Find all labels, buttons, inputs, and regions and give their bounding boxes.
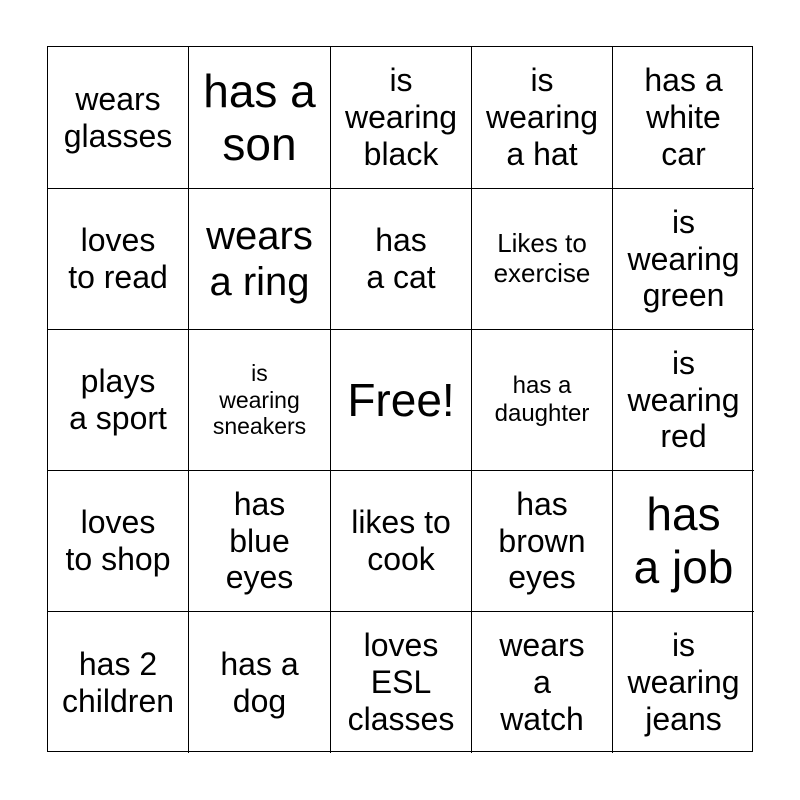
cell-text: Likes to exercise (493, 228, 591, 288)
bingo-board (47, 46, 753, 752)
bingo-cell[interactable] (613, 612, 754, 753)
bingo-cell[interactable] (613, 189, 754, 330)
bingo-cell[interactable] (613, 47, 754, 189)
cell-text: wears glasses (63, 80, 173, 154)
bingo-cell[interactable] (48, 47, 189, 189)
bingo-cell[interactable] (189, 612, 331, 753)
cell-text: has a dog (220, 645, 299, 719)
bingo-cell[interactable] (331, 471, 472, 612)
cell-text: is wearing sneakers (212, 360, 307, 440)
bingo-cell[interactable] (48, 471, 189, 612)
cell-text: Free! (347, 373, 455, 426)
bingo-cell[interactable] (189, 330, 331, 471)
bingo-cell[interactable] (613, 471, 754, 612)
bingo-cell[interactable] (331, 47, 472, 189)
bingo-cell[interactable] (472, 612, 613, 753)
bingo-cell[interactable] (472, 189, 613, 330)
cell-text: has brown eyes (498, 485, 586, 596)
cell-text: is wearing black (344, 62, 458, 172)
bingo-cell[interactable] (613, 330, 754, 471)
bingo-cell[interactable] (189, 47, 331, 189)
bingo-cell[interactable] (472, 471, 613, 612)
cell-text: is wearing green (627, 203, 740, 314)
bingo-cell[interactable] (331, 612, 472, 753)
cell-text: wears a ring (206, 214, 313, 304)
bingo-cell[interactable] (331, 189, 472, 330)
cell-text: loves to shop (65, 504, 171, 577)
cell-text: is wearing red (627, 344, 740, 455)
cell-text: has a son (203, 64, 316, 170)
cell-text: has a job (633, 488, 734, 593)
bingo-cell[interactable] (189, 471, 331, 612)
cell-text: likes to cook (351, 504, 451, 577)
bingo-cell[interactable] (189, 189, 331, 330)
cell-text: is wearing a hat (485, 62, 599, 172)
bingo-cell[interactable] (48, 612, 189, 753)
cell-text: loves to read (68, 222, 168, 295)
cell-text: has blue eyes (225, 485, 294, 596)
free-space[interactable] (331, 330, 472, 471)
cell-text: has a daughter (494, 372, 590, 427)
cell-text: loves ESL classes (347, 627, 455, 737)
bingo-cell[interactable] (472, 330, 613, 471)
cell-text: has a cat (366, 222, 436, 295)
bingo-cell[interactable] (48, 189, 189, 330)
cell-text: wears a watch (499, 627, 585, 737)
cell-text: has a white car (644, 62, 723, 172)
cell-text: has 2 children (61, 645, 175, 719)
bingo-cell[interactable] (472, 47, 613, 189)
cell-text: plays a sport (69, 363, 167, 436)
bingo-cell[interactable] (48, 330, 189, 471)
cell-text: is wearing jeans (627, 627, 740, 737)
